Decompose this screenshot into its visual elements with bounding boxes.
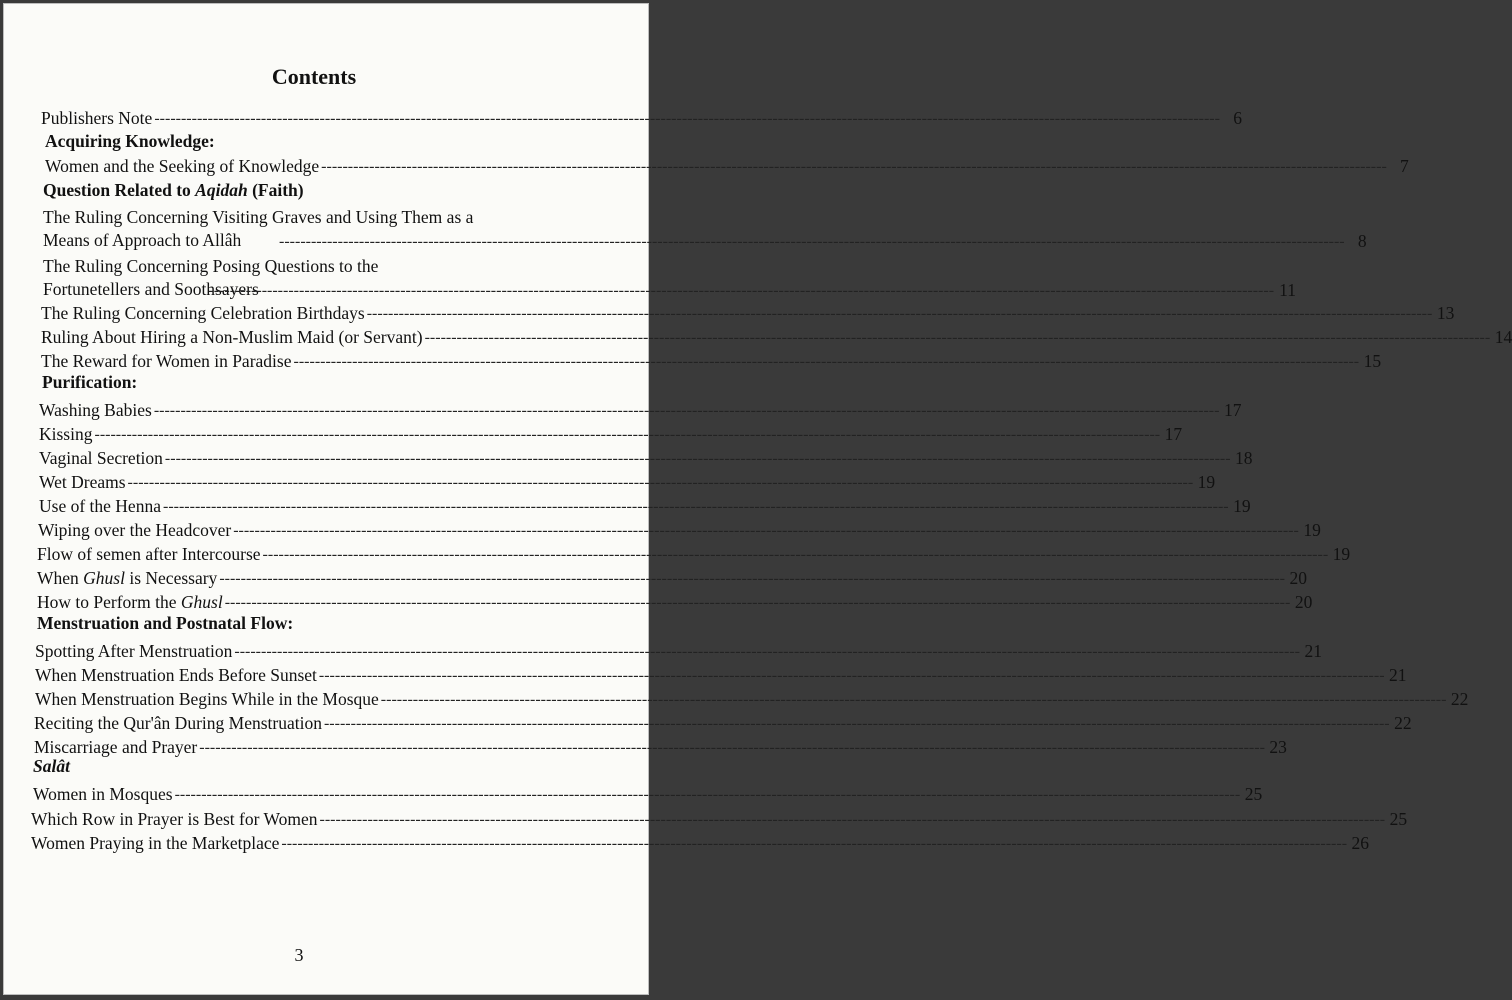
leader-dots: -------------------------------------------------------------------------------------------------------------------------------------------------------------------------------------------------------- [233, 522, 1299, 539]
leader-dots: -------------------------------------------------------------------------------------------------------------------------------------------------------------------------------------------------------- [424, 329, 1491, 346]
toc-entry-page: 19 [1233, 496, 1251, 516]
leader-dots: -------------------------------------------------------------------------------------------------------------------------------------------------------------------------------------------------------- [293, 353, 1360, 370]
toc-entry-ghusl-perform[interactable] [37, 591, 1313, 613]
toc-entry-which-row[interactable] [31, 808, 1408, 830]
toc-entry-marketplace[interactable] [31, 832, 1370, 854]
book-page [3, 3, 1512, 995]
leader-dots: -------------------------------------------------------------------------------------------------------------------------------------------------------------------------------------------------------- [174, 786, 1241, 803]
heading-italic-term: Aqidah [195, 180, 248, 200]
leader-dots: -------------------------------------------------------------------------------------------------------------------------------------------------------------------------------------------------------- [199, 739, 1265, 756]
toc-entry-non-muslim-maid[interactable] [41, 326, 1512, 348]
leader-dots: -------------------------------------------------------------------------------------------------------------------------------------------------------------------------------------------------------- [323, 715, 1390, 732]
page-number: 3 [294, 945, 304, 965]
toc-entry-kissing[interactable] [39, 423, 1183, 445]
toc-entry-label: Use of the Henna [39, 496, 161, 516]
heading-text-suffix: (Faith) [247, 180, 304, 200]
toc-entry-label: Women in Mosques [33, 784, 173, 804]
toc-entry-women-seeking-knowledge[interactable] [45, 155, 1409, 177]
toc-entry-label: Miscarriage and Prayer [34, 737, 198, 757]
toc-entry-label: Kissing [39, 424, 93, 444]
leader-dots: -------------------------------------------------------------------------------------------------------------------------------------------------------------------------------------------------------- [380, 691, 1447, 708]
leader-dots: -------------------------------------------------------------------------------------------------------------------------------------------------------------------------------------------------------- [319, 811, 1386, 828]
section-heading-aqidah [43, 180, 304, 201]
toc-entry-label: Reciting the Qur'ân During Menstruation [34, 713, 322, 733]
toc-entry-visiting-graves[interactable] [43, 206, 1367, 252]
section-heading-purification: Purification: [42, 372, 138, 392]
toc-entry-page: 13 [1436, 303, 1455, 323]
leader-dots: -------------------------------------------------------------------------------------------------------------------------------------------------------------------------------------------------------- [208, 282, 1275, 299]
toc-entry-henna[interactable] [39, 495, 1251, 517]
toc-entry-birthdays[interactable] [41, 302, 1455, 324]
leader-dots: -------------------------------------------------------------------------------------------------------------------------------------------------------------------------------------------------------- [279, 233, 1345, 250]
leader-dots: -------------------------------------------------------------------------------------------------------------------------------------------------------------------------------------------------------- [234, 643, 1300, 660]
toc-entry-page: 21 [1389, 665, 1407, 685]
toc-entry-page: 19 [1197, 472, 1216, 492]
toc-entry-label: The Reward for Women in Paradise [41, 351, 292, 371]
leader-dots: -------------------------------------------------------------------------------------------------------------------------------------------------------------------------------------------------------- [162, 498, 1229, 515]
toc-entry-headcover[interactable] [38, 519, 1321, 541]
toc-entry-wet-dreams[interactable] [39, 471, 1216, 493]
toc-entry-women-paradise[interactable] [41, 350, 1382, 372]
toc-entry-ghusl-necessary[interactable] [37, 567, 1307, 589]
toc-entry-vaginal-secretion[interactable] [39, 447, 1253, 469]
toc-entry-page: 23 [1269, 737, 1287, 757]
toc-entry-page: 14 [1494, 327, 1512, 347]
toc-entry-label-line-2: Means of Approach to Allâh [43, 230, 242, 250]
toc-entry-page: 11 [1279, 280, 1297, 300]
leader-dots: -------------------------------------------------------------------------------------------------------------------------------------------------------------------------------------------------------- [153, 402, 1220, 419]
toc-entry-page: 21 [1304, 641, 1322, 661]
leader-dots: -------------------------------------------------------------------------------------------------------------------------------------------------------------------------------------------------------- [281, 835, 1348, 852]
toc-entry-label: When Menstruation Ends Before Sunset [35, 665, 317, 685]
heading-text: Question Related to [43, 180, 196, 200]
section-heading-menstruation: Menstruation and Postnatal Flow: [37, 613, 294, 633]
toc-entry-spotting[interactable] [35, 640, 1322, 662]
leader-dots: -------------------------------------------------------------------------------------------------------------------------------------------------------------------------------------------------------- [321, 158, 1387, 175]
leader-dots: -------------------------------------------------------------------------------------------------------------------------------------------------------------------------------------------------------- [154, 110, 1220, 127]
label-text: When [37, 568, 84, 588]
toc-entry-label: Wiping over the Headcover [38, 520, 232, 540]
toc-entry-page: 15 [1363, 351, 1382, 371]
toc-entry-label-line-1: The Ruling Concerning Visiting Graves and Using Them as a [43, 207, 474, 227]
toc-entry-label: Flow of semen after Intercourse [37, 544, 261, 564]
toc-entry-label: Vaginal Secretion [39, 448, 163, 468]
toc-entry-label: Which Row in Prayer is Best for Women [31, 809, 318, 829]
label-text: How to Perform the [37, 592, 181, 612]
toc-entry-label [37, 568, 217, 589]
toc-entry-page: 7 [1400, 156, 1409, 176]
toc-entry-label: The Ruling Concerning Celebration Birthdays [41, 303, 365, 323]
toc-entry-publishers-note[interactable] [41, 107, 1242, 129]
toc-entry-miscarriage[interactable] [34, 736, 1287, 758]
toc-entry-page: 20 [1294, 592, 1313, 612]
toc-entry-women-mosques[interactable] [33, 783, 1263, 805]
section-heading-acquiring-knowledge: Acquiring Knowledge: [45, 131, 215, 151]
leader-dots: -------------------------------------------------------------------------------------------------------------------------------------------------------------------------------------------------------- [224, 594, 1291, 611]
toc-entry-page: 19 [1332, 544, 1351, 564]
toc-entry-label [37, 592, 223, 613]
toc-entry-label: Publishers Note [41, 108, 153, 128]
toc-entry-washing-babies[interactable] [39, 399, 1242, 421]
label-text-suffix: is Necessary [124, 568, 218, 588]
leader-dots: -------------------------------------------------------------------------------------------------------------------------------------------------------------------------------------------------------- [164, 450, 1231, 467]
leader-dots: -------------------------------------------------------------------------------------------------------------------------------------------------------------------------------------------------------- [318, 667, 1385, 684]
toc-entry-label: Spotting After Menstruation [35, 641, 233, 661]
toc-entry-page: 22 [1450, 689, 1469, 709]
toc-entry-label: Washing Babies [39, 400, 152, 420]
toc-entry-before-sunset[interactable] [35, 664, 1407, 686]
toc-entry-in-mosque[interactable] [35, 688, 1469, 710]
toc-entry-page: 22 [1394, 713, 1412, 733]
toc-entry-semen[interactable] [37, 543, 1351, 565]
leader-dots: -------------------------------------------------------------------------------------------------------------------------------------------------------------------------------------------------------- [94, 426, 1161, 443]
toc-entry-page: 25 [1244, 784, 1263, 804]
toc-entry-page: 19 [1303, 520, 1321, 540]
page-title: Contents [271, 64, 357, 89]
leader-dots: -------------------------------------------------------------------------------------------------------------------------------------------------------------------------------------------------------- [262, 546, 1329, 563]
toc-entry-label: Wet Dreams [39, 472, 126, 492]
toc-entry-page: 8 [1357, 231, 1367, 251]
toc-entry-label: Ruling About Hiring a Non-Muslim Maid (or Servant) [41, 327, 423, 347]
toc-entry-fortunetellers[interactable] [43, 255, 1297, 301]
table-of-contents [4, 4, 1512, 994]
leader-dots: -------------------------------------------------------------------------------------------------------------------------------------------------------------------------------------------------------- [127, 474, 1194, 491]
toc-entry-label-line-2: Fortunetellers and Soothsayers [43, 279, 259, 299]
toc-entry-reciting-quran[interactable] [34, 712, 1412, 734]
toc-entry-page: 6 [1233, 108, 1242, 128]
toc-entry-label: Women and the Seeking of Knowledge [45, 156, 320, 176]
toc-entry-page: 17 [1164, 424, 1183, 444]
toc-entry-label: When Menstruation Begins While in the Mosque [35, 689, 379, 709]
label-italic-term: Ghusl [83, 568, 125, 588]
toc-entry-page: 20 [1289, 568, 1307, 588]
toc-entry-label-line-1: The Ruling Concerning Posing Questions to the [43, 256, 379, 276]
label-italic-term: Ghusl [180, 592, 223, 612]
toc-entry-page: 25 [1389, 809, 1408, 829]
leader-dots: -------------------------------------------------------------------------------------------------------------------------------------------------------------------------------------------------------- [366, 305, 1433, 322]
toc-entry-page: 18 [1235, 448, 1253, 468]
leader-dots: -------------------------------------------------------------------------------------------------------------------------------------------------------------------------------------------------------- [219, 570, 1285, 587]
toc-entry-page: 17 [1223, 400, 1242, 420]
section-heading-salat: Salât [33, 756, 70, 776]
toc-entry-label: Women Praying in the Marketplace [31, 833, 280, 853]
toc-entry-page: 26 [1351, 833, 1370, 853]
